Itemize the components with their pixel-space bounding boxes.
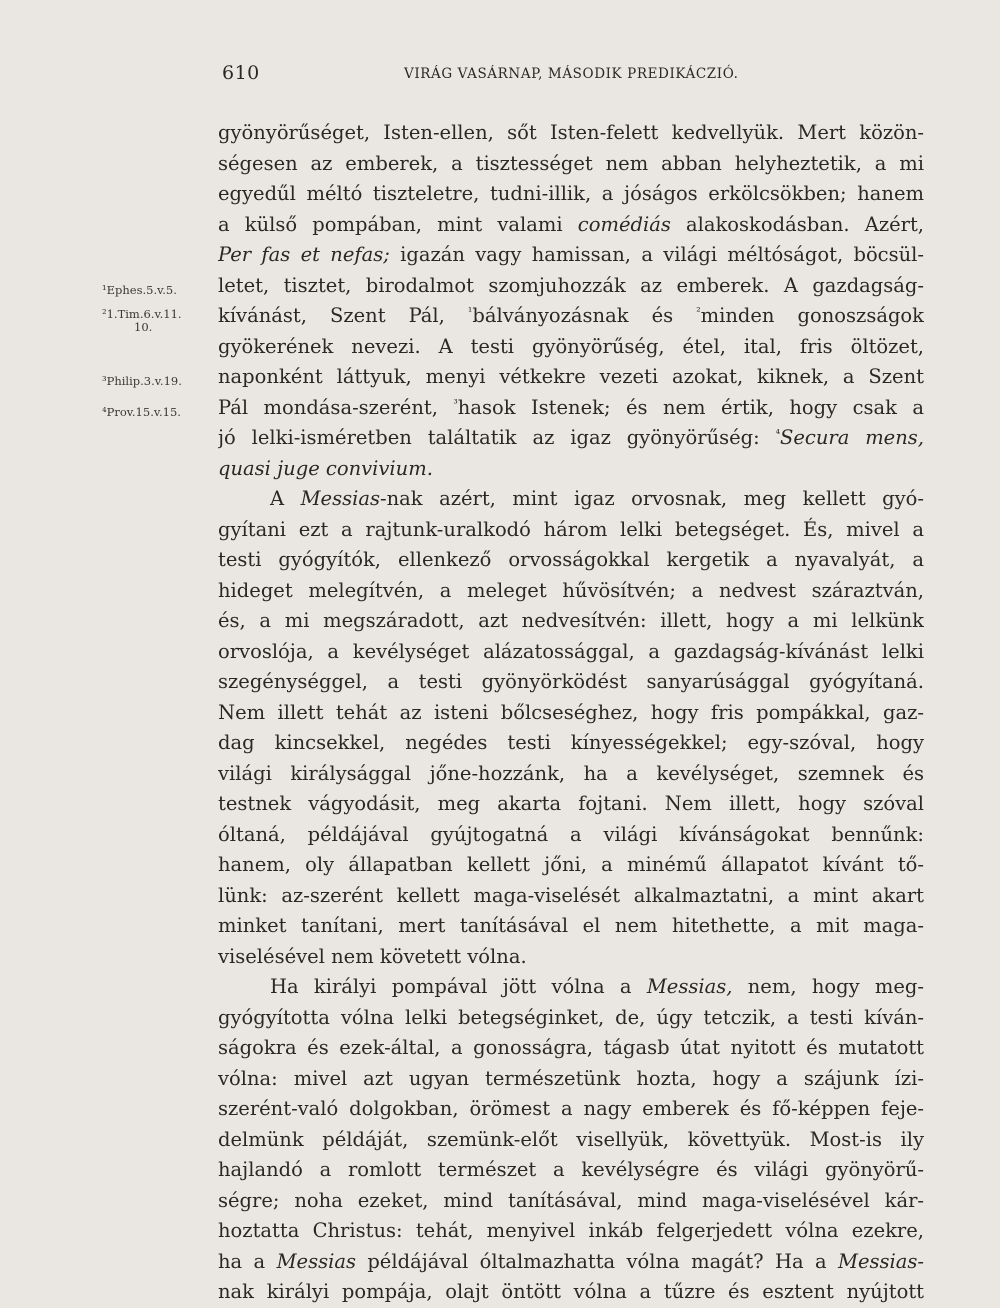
text-line: hoztatta Christus: tehát, menyivel inkáb felgerjedett vólna ezekre, (218, 1219, 924, 1242)
text-line: ségre; noha ezeket, mind tanításával, mind maga-viselésével kár- (218, 1188, 924, 1212)
text-line: gyógyította vólna lelki betegséginket, de, úgy tetczik, a testi kíván- (218, 1005, 924, 1029)
margin-note-tim-verse: 10. (134, 320, 153, 334)
text-line: minket tanítani, mert tanításával el nem hitethette, a mit maga- (218, 914, 924, 937)
footnote-ref: ⁴ (775, 427, 781, 440)
text-line: Nem illett tehát az isteni bőlcseséghez, hogy fris pompákkal, gaz- (218, 700, 924, 724)
text-line: gyönyörűséget, Isten-ellen, sőt Isten-felett kedvellyük. Mert közön- (218, 121, 924, 144)
text-line: óltaná, példájával gyújtogatná a világi kívánságokat bennűnk: (218, 822, 924, 846)
text-line: a külső pompában, mint valami comédiás alakoskodásban. Azért, (218, 212, 924, 236)
text-line: orvoslója, a kevélységet alázatossággal, a gazdagság-kívánást lelki (218, 639, 924, 663)
text-line: ségesen az emberek, a tisztességet nem abban helyheztetik, a mi (218, 151, 924, 175)
text-line: testi gyógyítók, ellenkező orvosságokkal kergetik a nyavalyát, a (218, 548, 924, 571)
text-line: kívánást, Szent Pál, $^{^1}$bálványozásnak és $^{^2}$minden gonoszságok (218, 304, 924, 327)
text-line: dag kincsekkel, negédes testi kínyességekkel; egy-szóval, hogy (218, 731, 924, 754)
margin-note-prov: ⁴Prov.15.v.15. (102, 405, 181, 419)
footnote-ref: ² (696, 305, 701, 318)
text-line: testnek vágyodásit, meg akarta fojtani. Nem illett, hogy szóval (218, 792, 924, 815)
text-line: ha a Messias példájával óltalmazhatta vólna magát? Ha a Messias- (218, 1249, 924, 1273)
text-line: hajlandó a romlott természet a kevélységre és világi gyönyörű- (218, 1158, 924, 1181)
page-header (222, 62, 742, 92)
margin-note-tim: ²1.Tim.6.v.11. (102, 307, 182, 321)
body-text (218, 118, 924, 1308)
text-line: Pál mondása-szerént, $^{^3}$hasok Istenek; és nem értik, hogy csak a (218, 395, 924, 419)
running-title: VIRÁG VASÁRNAP, MÁSODIK PREDIKÁCZIÓ. (404, 66, 739, 82)
page-number: 610 (222, 62, 260, 84)
text-line: Ha királyi pompával jött vólna a Messias, nem, hogy meg- (270, 975, 924, 998)
text-line: A Messias-nak azért, mint igaz orvosnak, meg kellett gyó- (270, 487, 924, 510)
text-line: viselésével nem követett vólna. (218, 944, 527, 968)
text-line: letet, tisztet, birodalmot szomjuhozzák az emberek. A gazdagság- (218, 273, 924, 297)
text-line: jó lelki-isméretben találtatik az igaz gyönyörűség: $^{^4}$Secura mens, (218, 426, 924, 449)
text-line: ságokra és ezek-által, a gonosságra, tágasb útat nyitott és mutatott (218, 1036, 924, 1059)
text-line: lünk: az-szerént kellett maga-viselését alkalmaztatni, a mint akart (218, 883, 924, 907)
text-line: szerént-való dolgokban, örömest a nagy emberek és fő-képpen feje- (218, 1097, 924, 1120)
text-line: vólna: mivel azt ugyan természetünk hozta, hogy a szájunk ízi- (218, 1066, 924, 1090)
text-line: hanem, oly állapatban kellett jőni, a minémű állapatot kívánt tő- (218, 853, 924, 876)
margin-note-philip: ³Philip.3.v.19. (102, 374, 182, 388)
text-line: Per fas et nefas; igazán vagy hamissan, a világi méltóságot, böcsül- (218, 243, 924, 266)
margin-note-ephes: ¹Ephes.5.v.5. (102, 283, 177, 297)
text-line: hideget melegítvén, a meleget hűvösítvén; a nedvest száraztván, (218, 578, 924, 602)
footnote-ref: ¹ (467, 305, 473, 318)
text-line: egyedűl méltó tiszteletre, tudni-illik, a jóságos erkölcsökben; hanem (218, 182, 924, 205)
footnote-ref: ³ (453, 396, 458, 410)
text-line: gyökerének nevezi. A testi gyönyörűség, étel, ital, fris öltözet, (218, 334, 924, 358)
text-line: delmünk példáját, szemünk-előt visellyük, követtyük. Most-is ily (218, 1127, 924, 1151)
text-line: quasi juge convivium. (218, 456, 433, 480)
text-line: és, a mi megszáradott, azt nedvesítvén: illett, hogy a mi lelkünk (218, 609, 924, 632)
text-line: naponként láttyuk, menyi vétkekre vezeti azokat, kiknek, a Szent (218, 365, 924, 388)
text-line: szegénységgel, a testi gyönyörködést sanyarúsággal gyógyítaná. (218, 670, 924, 693)
text-line: világi királysággal jőne-hozzánk, ha a kevélységet, szemnek és (218, 761, 924, 785)
text-line: nak királyi pompája, olajt öntött vólna a tűzre és esztent nyújtott (218, 1280, 924, 1303)
text-line: gyítani ezt a rajtunk-uralkodó három lelki betegséget. És, mivel a (218, 517, 924, 541)
